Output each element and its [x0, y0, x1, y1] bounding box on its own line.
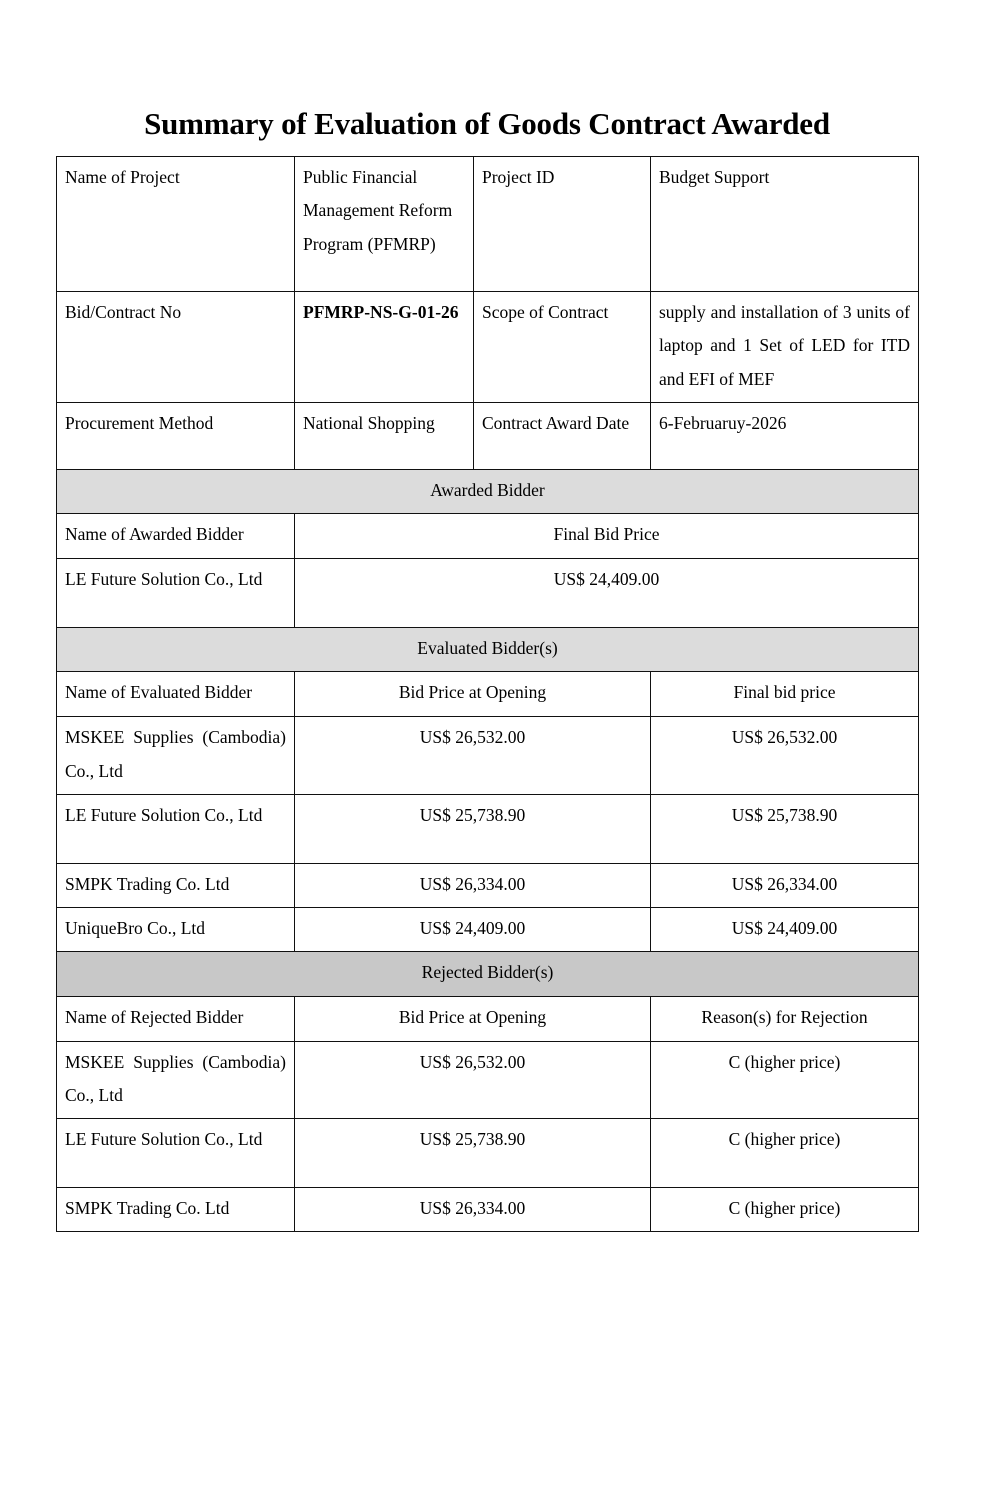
table-row — [57, 717, 919, 795]
cell-value-project-name: Public Financial Management Reform Program (PFMRP) — [295, 157, 474, 292]
table-row — [57, 1119, 919, 1188]
cell-label-scope-of-contract: Scope of Contract — [474, 292, 651, 403]
column-header-final-bid-price: Final Bid Price — [295, 514, 919, 559]
cell-evaluated-opening-price: US$ 24,409.00 — [295, 908, 651, 952]
cell-value-project-id: Budget Support — [651, 157, 919, 292]
table-header-row-evaluated — [57, 672, 919, 717]
cell-value-bid-contract-no: PFMRP-NS-G-01-26 — [295, 292, 474, 403]
table-row — [57, 794, 919, 863]
table-row — [57, 908, 919, 952]
column-header-bid-price-at-opening: Bid Price at Opening — [295, 672, 651, 717]
evaluation-summary-table — [56, 156, 919, 1232]
section-header-row-rejected — [57, 952, 919, 996]
section-banner-evaluated-bidders: Evaluated Bidder(s) — [57, 628, 919, 672]
table-row — [57, 559, 919, 628]
section-banner-awarded-bidder: Awarded Bidder — [57, 469, 919, 513]
section-header-row-evaluated — [57, 628, 919, 672]
cell-label-procurement-method: Procurement Method — [57, 402, 295, 469]
cell-label-bid-contract-no: Bid/Contract No — [57, 292, 295, 403]
column-header-name-of-evaluated-bidder: Name of Evaluated Bidder — [57, 672, 295, 717]
table-row — [57, 292, 919, 403]
column-header-name-of-awarded-bidder: Name of Awarded Bidder — [57, 514, 295, 559]
cell-awarded-bidder-name: LE Future Solution Co., Ltd — [57, 559, 295, 628]
cell-evaluated-final-price: US$ 26,334.00 — [651, 863, 919, 907]
section-header-row-awarded — [57, 469, 919, 513]
cell-rejection-reason: C (higher price) — [651, 1041, 919, 1119]
column-header-name-of-rejected-bidder: Name of Rejected Bidder — [57, 996, 295, 1041]
cell-evaluated-bidder-name: MSKEE Supplies (Cambodia) Co., Ltd — [57, 717, 295, 795]
cell-evaluated-bidder-name: SMPK Trading Co. Ltd — [57, 863, 295, 907]
cell-evaluated-final-price: US$ 26,532.00 — [651, 717, 919, 795]
cell-rejected-opening-price: US$ 26,532.00 — [295, 1041, 651, 1119]
cell-rejected-opening-price: US$ 25,738.90 — [295, 1119, 651, 1188]
cell-evaluated-opening-price: US$ 26,334.00 — [295, 863, 651, 907]
column-header-bid-price-at-opening-rejected: Bid Price at Opening — [295, 996, 651, 1041]
cell-value-contract-award-date: 6-Februaruy-2026 — [651, 402, 919, 469]
table-row — [57, 1041, 919, 1119]
column-header-final-bid-price-evaluated: Final bid price — [651, 672, 919, 717]
cell-rejected-bidder-name: LE Future Solution Co., Ltd — [57, 1119, 295, 1188]
cell-label-contract-award-date: Contract Award Date — [474, 402, 651, 469]
table-row — [57, 863, 919, 907]
cell-rejected-bidder-name: MSKEE Supplies (Cambodia) Co., Ltd — [57, 1041, 295, 1119]
cell-value-scope-of-contract: supply and installation of 3 units of laptop and 1 Set of LED for ITD and EFI of MEF — [651, 292, 919, 403]
table-row — [57, 402, 919, 469]
cell-awarded-final-bid-price: US$ 24,409.00 — [295, 559, 919, 628]
table-header-row-awarded — [57, 514, 919, 559]
page-title: Summary of Evaluation of Goods Contract Awarded — [144, 106, 830, 141]
cell-rejected-opening-price: US$ 26,334.00 — [295, 1188, 651, 1232]
cell-evaluated-bidder-name: LE Future Solution Co., Ltd — [57, 794, 295, 863]
cell-value-procurement-method: National Shopping — [295, 402, 474, 469]
cell-evaluated-final-price: US$ 25,738.90 — [651, 794, 919, 863]
table-row — [57, 1188, 919, 1232]
table-header-row-rejected — [57, 996, 919, 1041]
cell-rejection-reason: C (higher price) — [651, 1119, 919, 1188]
cell-label-name-of-project: Name of Project — [57, 157, 295, 292]
cell-label-project-id: Project ID — [474, 157, 651, 292]
column-header-reasons-for-rejection: Reason(s) for Rejection — [651, 996, 919, 1041]
cell-evaluated-bidder-name: UniqueBro Co., Ltd — [57, 908, 295, 952]
cell-evaluated-final-price: US$ 24,409.00 — [651, 908, 919, 952]
section-banner-rejected-bidders: Rejected Bidder(s) — [57, 952, 919, 996]
cell-evaluated-opening-price: US$ 25,738.90 — [295, 794, 651, 863]
cell-rejection-reason: C (higher price) — [651, 1188, 919, 1232]
table-row — [57, 157, 919, 292]
cell-rejected-bidder-name: SMPK Trading Co. Ltd — [57, 1188, 295, 1232]
cell-evaluated-opening-price: US$ 26,532.00 — [295, 717, 651, 795]
